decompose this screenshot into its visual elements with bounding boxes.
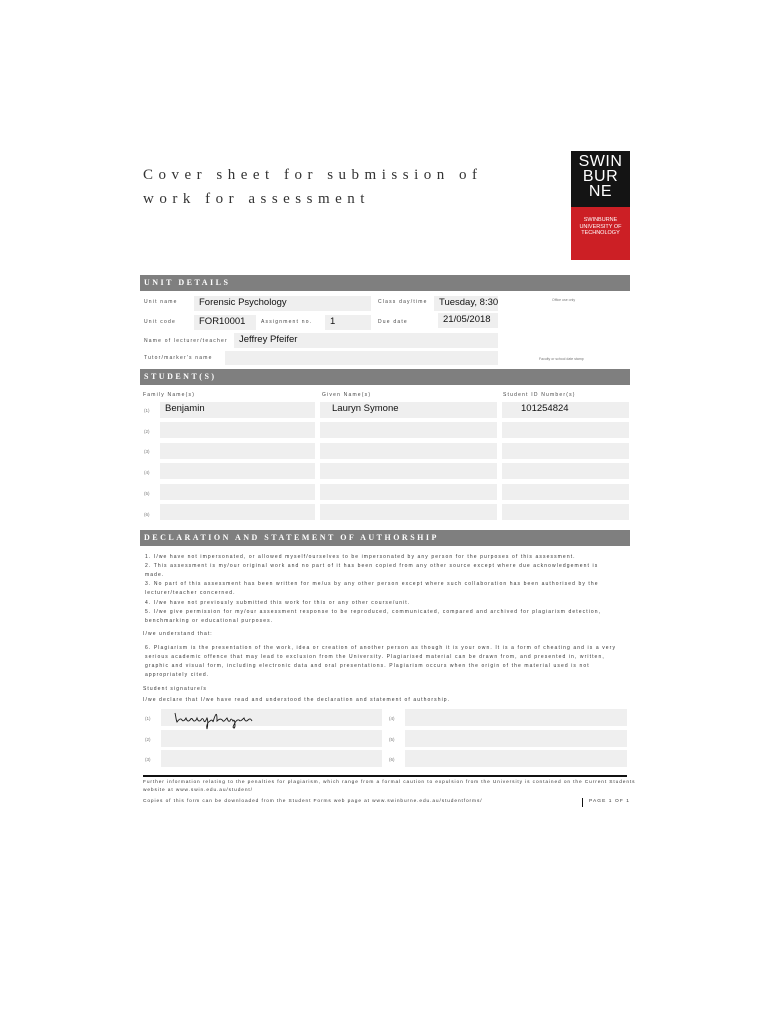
signature-field[interactable] — [405, 709, 627, 726]
student-row-number: (6) — [144, 512, 150, 517]
given-name-field[interactable] — [320, 463, 497, 479]
student-row-number: (3) — [144, 449, 150, 454]
declaration-item: lecturer/teacher concerned. — [145, 590, 236, 596]
declaration-item: 2. This assessment is my/our original work and no part of it has been copied from any other source except where due acknowledgement is — [145, 563, 599, 569]
students-header: STUDENT(S) — [140, 369, 630, 385]
family-name-field[interactable]: Benjamin — [160, 402, 315, 418]
signature-row-number: (2) — [145, 737, 151, 742]
due-date-field[interactable]: 21/05/2018 — [438, 313, 498, 328]
student-row-number: (5) — [144, 491, 150, 496]
given-name-field[interactable]: Lauryn Symone — [320, 402, 497, 418]
plagiarism-item: 6. Plagiarism is the presentation of the work, idea or creation of another person as though it is your own. It is a form of cheating and is a very — [145, 645, 617, 651]
plagiarism-item: serious academic offence that may lead to exclusion from the University. Plagiarised material can be drawn from, and presented in, written, — [145, 654, 605, 660]
student-id-header: Student ID Number(s) — [503, 392, 576, 398]
given-name-field[interactable] — [320, 484, 497, 500]
signature-field[interactable] — [161, 730, 382, 747]
class-time-label: Class day/time — [378, 299, 428, 305]
student-row-number: (4) — [144, 470, 150, 475]
given-name-field[interactable] — [320, 443, 497, 459]
footer-website-link[interactable]: website at www.swin.edu.au/student/ — [143, 788, 253, 793]
declaration-item: made. — [145, 572, 165, 578]
class-time-field[interactable]: Tuesday, 8:30 — [434, 296, 498, 311]
student-row-number: (1) — [144, 408, 150, 413]
declaration-item: 4. I/we have not previously submitted this work for this or any other course/unit. — [145, 600, 411, 606]
plagiarism-item: graphic and visual form, including electronic data and oral presentations. Plagiarism occurs when the origin of the material used is not — [145, 663, 590, 669]
lecturer-label: Name of lecturer/teacher — [144, 338, 228, 344]
declaration-item: 5. I/we give permission for my/our assessment response to be reproduced, communicated, compared and archived for plagiarism detection, — [145, 609, 602, 615]
declaration-item: 1. I/we have not impersonated, or allowed myself/ourselves to be impersonated by any person for the purposes of this assessment. — [145, 554, 576, 560]
family-name-field[interactable] — [160, 504, 315, 520]
student-row-number: (2) — [144, 429, 150, 434]
family-name-field[interactable] — [160, 484, 315, 500]
student-id-field[interactable] — [502, 443, 629, 459]
student-id-field[interactable] — [502, 504, 629, 520]
form-title-line1: Cover sheet for submission of — [143, 167, 483, 183]
signature-field[interactable] — [405, 730, 627, 747]
signature-field[interactable] — [405, 750, 627, 767]
family-name-field[interactable] — [160, 422, 315, 438]
unit-details-header: UNIT DETAILS — [140, 275, 630, 291]
student-id-field[interactable] — [502, 484, 629, 500]
logo-wordmark: SWIN BUR NE — [571, 151, 630, 207]
student-id-field[interactable] — [502, 463, 629, 479]
tutor-field[interactable] — [225, 351, 498, 365]
page-divider — [582, 798, 583, 807]
logo-university-name: SWINBURNE UNIVERSITY OF TECHNOLOGY — [571, 207, 630, 260]
family-name-field[interactable] — [160, 463, 315, 479]
lecturer-field[interactable]: Jeffrey Pfeifer — [234, 333, 498, 348]
declaration-item: benchmarking or educational purposes. — [145, 618, 274, 624]
family-name-header: Family Name(s) — [143, 392, 196, 398]
footer-penalties-text: Further information relating to the penalties for plagiarism, which range from a formal caution to expulsion from the University is contained on the Current Students — [143, 780, 636, 785]
declaration-item: 3. No part of this assessment has been written for me/us by any other person except where such collaboration has been authorised by the — [145, 581, 599, 587]
assignment-no-field[interactable]: 1 — [325, 315, 371, 330]
due-date-label: Due date — [378, 319, 408, 325]
signature-field[interactable] — [161, 750, 382, 767]
signature-row-number: (6) — [389, 757, 395, 762]
date-stamp-label: Faculty or school date stamp — [539, 357, 584, 361]
plagiarism-item: appropriately cited. — [145, 672, 210, 678]
given-name-field[interactable] — [320, 422, 497, 438]
signature-row-number: (4) — [389, 716, 395, 721]
unit-name-label: Unit name — [144, 299, 178, 305]
student-id-field[interactable] — [502, 422, 629, 438]
family-name-field[interactable] — [160, 443, 315, 459]
signature-field[interactable] — [161, 709, 382, 726]
footer-forms-text: Copies of this form can be downloaded from the Student Forms web page at www.swinburne.edu.au/studentforms/ — [143, 799, 483, 804]
form-title-line2: work for assessment — [143, 191, 370, 207]
tutor-label: Tutor/marker's name — [144, 355, 213, 361]
assignment-no-label: Assignment no. — [261, 319, 313, 325]
given-name-header: Given Name(s) — [322, 392, 372, 398]
understand-label: I/we understand that: — [143, 631, 213, 637]
page-number: PAGE 1 OF 1 — [589, 799, 631, 804]
student-signatures-label: Student signature/s — [143, 686, 207, 692]
unit-code-label: Unit code — [144, 319, 176, 325]
signature-row-number: (1) — [145, 716, 151, 721]
given-name-field[interactable] — [320, 504, 497, 520]
signature-row-number: (3) — [145, 757, 151, 762]
student-id-field[interactable]: 101254824 — [502, 402, 629, 418]
footer-rule — [143, 775, 627, 777]
signatures-declaration-text: I/we declare that I/we have read and understood the declaration and statement of authorship. — [143, 697, 451, 703]
unit-code-field[interactable]: FOR10001 — [194, 315, 256, 330]
signature-row-number: (5) — [389, 737, 395, 742]
swinburne-logo — [571, 151, 630, 260]
declaration-header: DECLARATION AND STATEMENT OF AUTHORSHIP — [140, 530, 630, 546]
office-use-label: Office use only — [552, 298, 576, 302]
unit-name-field[interactable]: Forensic Psychology — [194, 296, 371, 311]
